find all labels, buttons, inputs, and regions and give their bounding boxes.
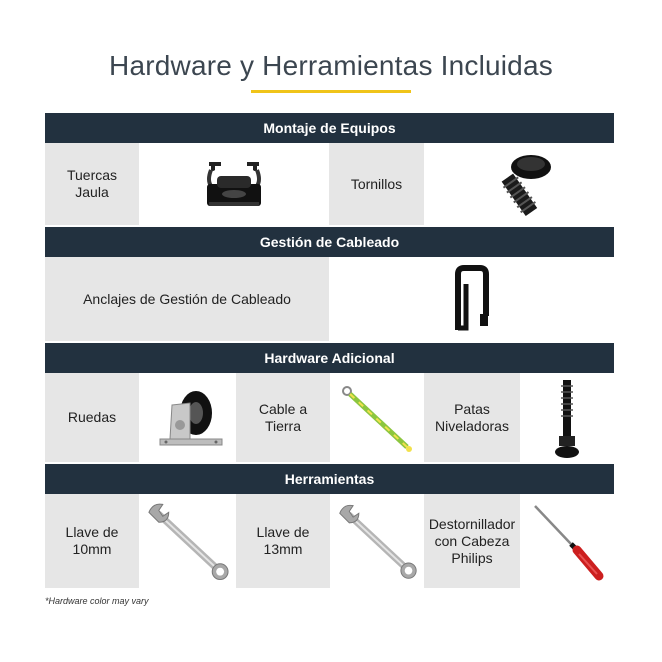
section-header-additional: Hardware Adicional xyxy=(45,343,614,373)
cable-hook-image xyxy=(329,257,614,341)
section-header-mounting: Montaje de Equipos xyxy=(45,113,614,143)
wrench-13mm-image xyxy=(330,494,424,588)
wrench-13mm-label-line2: 13mm xyxy=(263,541,303,557)
cage-nut-image xyxy=(139,143,329,225)
wrench-icon xyxy=(334,498,420,584)
screwdriver-label xyxy=(424,494,520,588)
screw-image xyxy=(424,143,614,225)
leveling-feet-label-line2: Niveladoras xyxy=(435,417,509,434)
screwdriver-label-line2: con Cabeza xyxy=(434,532,510,549)
wrench-10mm-image xyxy=(139,494,236,588)
leveling-foot-icon xyxy=(552,376,582,460)
cable-hook-icon xyxy=(452,264,492,334)
title-underline xyxy=(251,90,411,93)
ground-cable-image xyxy=(330,373,424,462)
caster-wheel-icon xyxy=(148,383,228,453)
screwdriver-label-line1: Destornillador xyxy=(428,515,516,532)
wrench-10mm-label-line2: 10mm xyxy=(72,541,112,557)
wrench-13mm-label-line1: Llave de xyxy=(256,524,310,540)
wheels-label: Ruedas xyxy=(45,373,139,462)
footnote: *Hardware color may vary xyxy=(45,596,149,606)
screwdriver-label-line3: Philips xyxy=(451,549,493,566)
section-header-tools: Herramientas xyxy=(45,464,614,494)
ground-cable-icon xyxy=(337,381,417,455)
leveling-feet-label-line1: Patas xyxy=(454,400,490,417)
cable-anchors-label: Anclajes de Gestión de Cableado xyxy=(45,257,329,341)
wrench-10mm-label xyxy=(45,494,139,588)
screw-icon xyxy=(479,149,559,219)
screwdriver-icon xyxy=(527,498,607,584)
leveling-foot-image xyxy=(520,373,614,462)
screwdriver-image xyxy=(520,494,614,588)
screws-label: Tornillos xyxy=(329,143,424,225)
caster-image xyxy=(139,373,236,462)
wrench-icon xyxy=(143,498,232,584)
leveling-feet-label xyxy=(424,373,520,462)
cage-nut-icon xyxy=(199,156,269,212)
wrench-10mm-label-line1: Llave de xyxy=(65,524,119,540)
section-header-cabling: Gestión de Cableado xyxy=(45,227,614,257)
ground-cable-label: Cable a Tierra xyxy=(236,373,330,462)
page-title: Hardware y Herramientas Incluidas xyxy=(109,50,553,81)
wrench-13mm-label xyxy=(236,494,330,588)
cage-nuts-label: Tuercas Jaula xyxy=(45,143,139,225)
